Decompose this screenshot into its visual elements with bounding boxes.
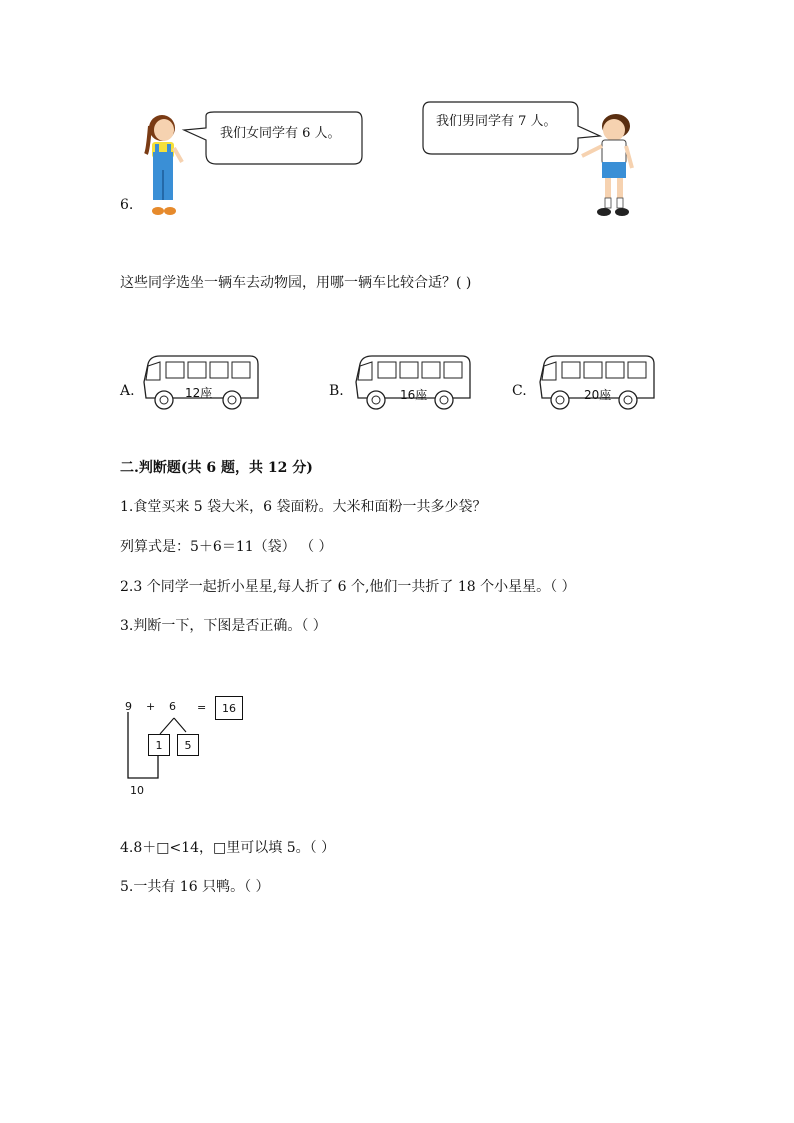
judge-question-5: 5.一共有 16 只鸭。（ ） (120, 879, 270, 895)
bus-c-seats (584, 386, 611, 403)
boy-bubble-text: 我们男同学有 7 人。 (436, 114, 557, 129)
bus-b-seats (400, 386, 427, 403)
judge-question-1-formula: 列算式是：5＋6＝11（袋） （ ） (120, 539, 333, 555)
bus-a-seat-count: 12 (185, 386, 201, 400)
bus-b-seat-count: 16 (400, 388, 416, 402)
option-c-label: C. (512, 383, 527, 399)
bus-b-seat-word: 座 (415, 388, 428, 402)
addend-9: 9 (125, 700, 132, 713)
equals-sign: = (197, 701, 207, 714)
bus-a-illustration (140, 352, 262, 414)
option-b-label: B. (329, 383, 344, 399)
judge-question-4: 4.8＋□<14，□里可以填 5。（ ） (120, 840, 336, 856)
bus-a-seat-word: 座 (200, 386, 213, 400)
ten-label: 10 (130, 784, 144, 797)
option-a-label: A. (120, 383, 135, 399)
judge-question-2: 2.3 个同学一起折小星星,每人折了 6 个,他们一共折了 18 个小星星。（ ） (120, 579, 576, 595)
bus-c-seat-count: 20 (584, 388, 600, 402)
judge-question-1: 1.食堂买来 5 袋大米，6 袋面粉。大米和面粉一共多少袋？ (120, 499, 487, 515)
question-6-number: 6. (120, 197, 134, 213)
judge-question-3: 3.判断一下，下图是否正确。（ ） (120, 618, 327, 634)
bus-c-illustration (536, 352, 658, 414)
girl-bubble-text: 我们女同学有 6 人。 (220, 126, 341, 141)
bus-c-seat-word: 座 (599, 388, 612, 402)
question-6-text: 这些同学选坐一辆车去动物园，用哪一辆车比较合适？( ) (120, 275, 472, 291)
result-box: 16 (215, 696, 243, 720)
boy-illustration (576, 108, 646, 222)
bus-a-seats (185, 384, 212, 401)
section-2-heading: 二.判断题(共 6 题，共 12 分) (120, 460, 313, 476)
split-box-left: 1 (148, 734, 170, 756)
addend-6: 6 (169, 700, 176, 713)
split-box-right: 5 (177, 734, 199, 756)
bus-b-illustration (352, 352, 474, 414)
make-ten-diagram (118, 690, 258, 802)
plus-sign: + (146, 700, 156, 713)
